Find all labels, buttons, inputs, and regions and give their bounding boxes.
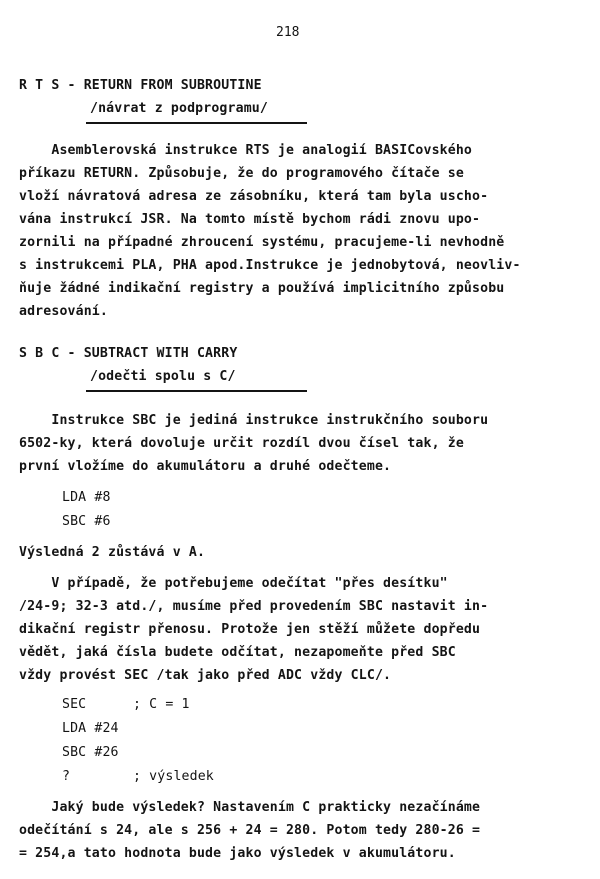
sbc-paragraph-line: Instrukce SBC je jediná instrukce instrukčního souboru <box>19 413 489 428</box>
code-comment: ; C = 1 <box>133 697 190 712</box>
sbc-paragraph-line: odečítání s 24, ale s 256 + 24 = 280. Potom tedy 280-26 = <box>19 823 481 838</box>
rts-paragraph-line: adresování. <box>19 304 108 319</box>
sbc-paragraph-line: dikační registr přenosu. Protože jen stěží můžete dopředu <box>19 622 481 637</box>
rts-paragraph-line: vloží návratová adresa ze zásobníku, která tam byla uscho- <box>19 189 489 204</box>
rts-paragraph-line: zornili na případné zhroucení systému, pracujeme-li nevhodně <box>19 235 505 250</box>
code-comment: ; výsledek <box>133 769 214 784</box>
sbc-result-line: Výsledná 2 zůstává v A. <box>19 545 206 560</box>
rts-paragraph-line: ňuje žádné indikační registry a používá implicitního způsobu <box>19 281 505 296</box>
rts-paragraph-line: vána instrukcí JSR. Na tomto místě bychom rádi znovu upo- <box>19 212 481 227</box>
rts-paragraph-line: s instrukcemi PLA, PHA apod.Instrukce je jednobytová, neovliv- <box>19 258 521 273</box>
code-instruction: SEC <box>62 697 87 712</box>
rts-heading-rule <box>86 122 307 124</box>
sbc-paragraph-line: Jaký bude výsledek? Nastavením C prakticky nezačínáme <box>19 800 481 815</box>
code-instruction: ? <box>62 769 71 784</box>
code-instruction: LDA #24 <box>62 721 119 736</box>
sbc-paragraph-line: /24-9; 32-3 atd./, musíme před provedením SBC nastavit in- <box>19 599 489 614</box>
code-instruction: SBC #26 <box>62 745 119 760</box>
sbc-paragraph-line: vědět, jaká čísla budete odčítat, nezapomeňte před SBC <box>19 645 456 660</box>
sbc-paragraph-line: 6502-ky, která dovoluje určit rozdíl dvou čísel tak, že <box>19 436 464 451</box>
sbc-paragraph-line: = 254,a tato hodnota bude jako výsledek v akumulátoru. <box>19 846 456 861</box>
code-line: SBC #6 <box>62 514 111 529</box>
sbc-paragraph-line: vždy provést SEC /tak jako před ADC vždy CLC/. <box>19 668 392 683</box>
sbc-heading: S B C - SUBTRACT WITH CARRY <box>19 346 238 361</box>
sbc-heading-rule <box>86 390 307 392</box>
rts-subheading: /návrat z podprogramu/ <box>90 101 268 116</box>
rts-paragraph-line: Asemblerovská instrukce RTS je analogií BASICovského <box>19 143 473 158</box>
code-line: LDA #8 <box>62 490 111 505</box>
rts-paragraph-line: příkazu RETURN. Způsobuje, že do programového čítače se <box>19 166 464 181</box>
sbc-paragraph-line: první vložíme do akumulátoru a druhé odečteme. <box>19 459 392 474</box>
page-number: 218 <box>276 25 300 40</box>
rts-heading: R T S - RETURN FROM SUBROUTINE <box>19 78 262 93</box>
sbc-subheading: /odečti spolu s C/ <box>90 369 236 384</box>
sbc-paragraph-line: V případě, že potřebujeme odečítat "přes desítku" <box>19 576 448 591</box>
